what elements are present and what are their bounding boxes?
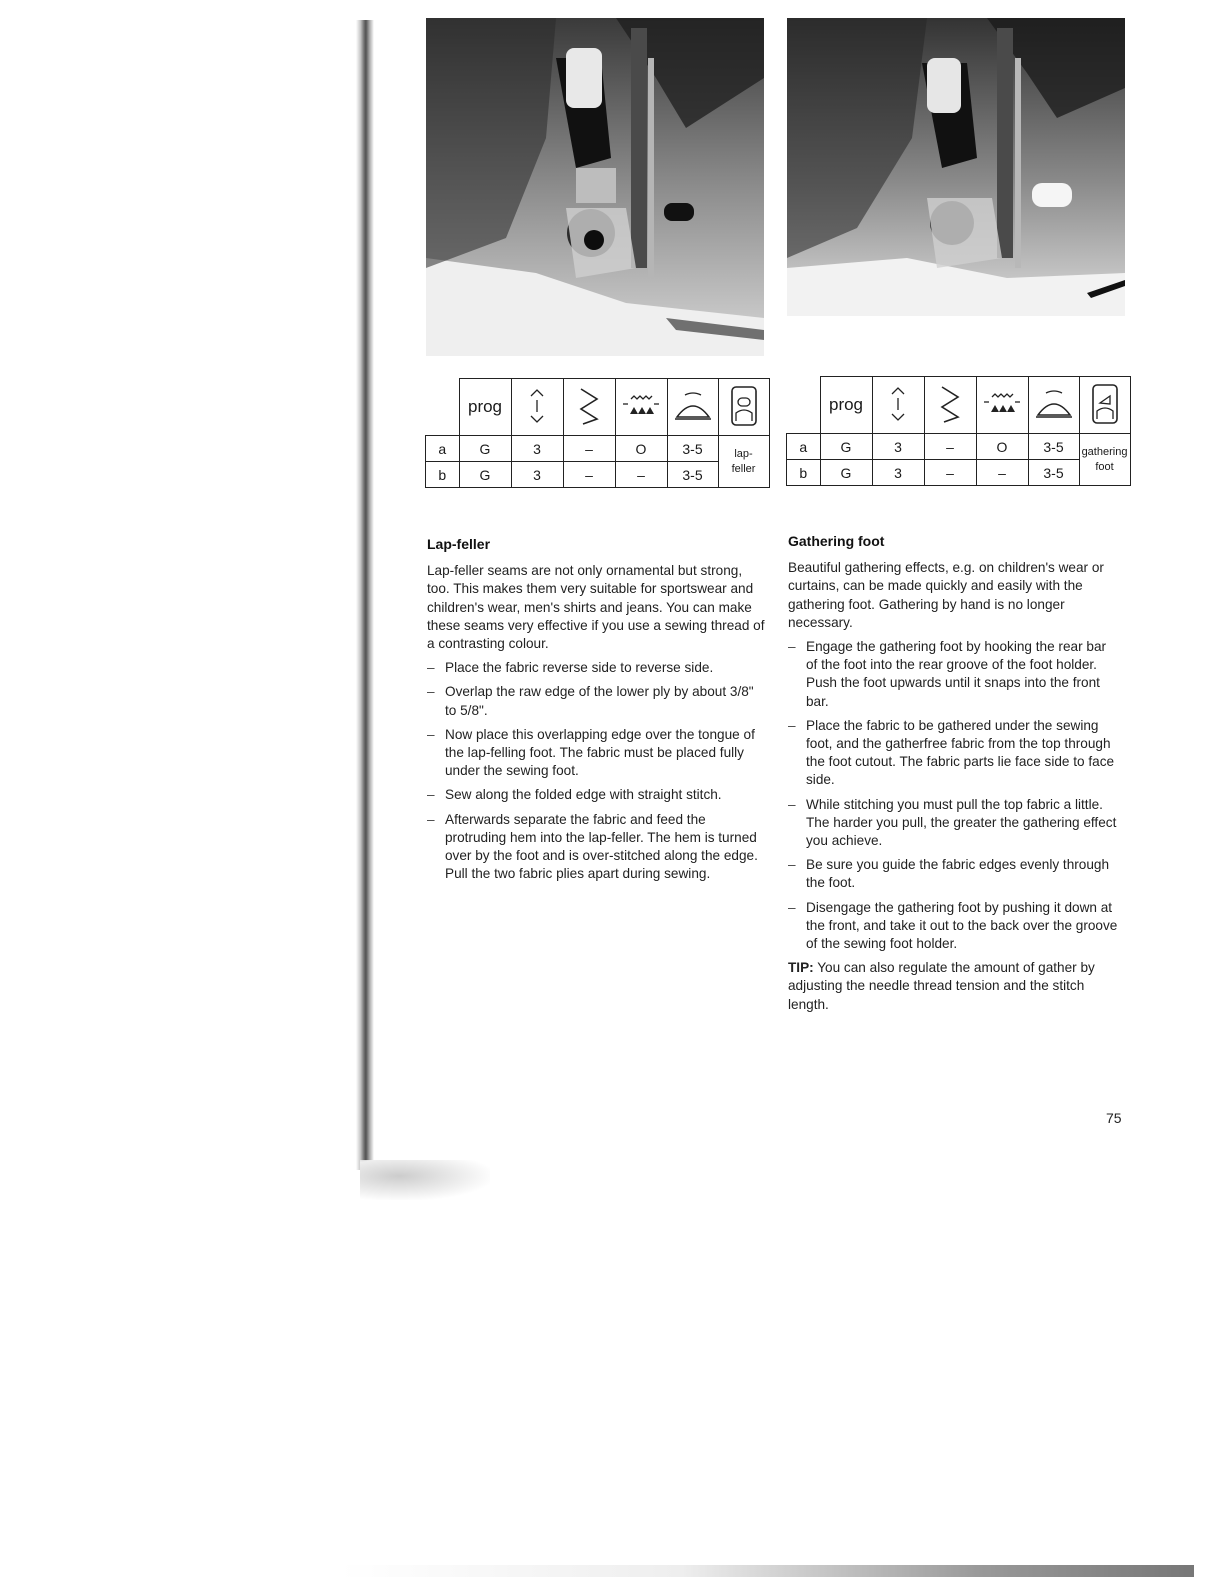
prog-value: G [459,462,511,488]
foot-label [1079,434,1130,486]
stitch-length-value: 3 [511,462,563,488]
stitch-width-value: – [924,460,976,486]
tip-label: TIP: [788,960,814,976]
list-item: – Now place this overlapping edge over the tongue of the lap-felling foot. The fabric must be placed fully under the sewing foot. [427,726,767,781]
presser-pressure-icon [667,379,718,436]
table-row [787,460,1131,486]
book-spine-shadow [356,20,374,1170]
scan-bottom-edge [340,1565,1194,1577]
list-item: – Place the fabric to be gathered under the sewing foot, and the gatherfree fabric from the top through the foot cutout. The fabric parts lie face side to face side. [788,717,1120,790]
row-id: b [787,460,821,486]
stitch-length-icon [872,377,924,434]
foot-label-line-1: gathering [1081,445,1128,458]
list-item: – Sew along the folded edge with straight stitch. [427,786,767,804]
gathering-foot-steps [788,638,1120,953]
stitch-length-icon [511,379,563,436]
foot-label-line-1: lap- [734,447,753,460]
foot-label-line-2: feller [731,462,756,475]
stitch-length-value: 3 [872,460,924,486]
thread-tension-value: – [615,462,667,488]
gathering-foot-heading: Gathering foot [788,533,885,549]
list-item: – Disengage the gathering foot by pushing it down at the front, and take it out to the back over the groove of the sewing foot holder. [788,899,1120,954]
thread-tension-value: O [976,434,1028,460]
stitch-width-value: – [924,434,976,460]
stitch-length-value: 3 [511,436,563,462]
lap-feller-photo [426,18,764,356]
thread-tension-icon [615,379,667,436]
row-id: a [787,434,821,460]
gathering-foot-settings-table [786,376,1131,486]
lap-feller-heading: Lap-feller [427,536,491,552]
gathering-foot-photo [787,18,1125,316]
list-item: – Engage the gathering foot by hooking the rear bar of the foot into the rear groove of the foot holder. Push the foot upwards until it snaps into the front bar. [788,638,1120,711]
prog-header: prog [820,377,872,434]
row-id: b [426,462,460,488]
foot-label [718,436,769,488]
lap-feller-foot-icon [718,379,769,436]
scan-smudge [360,1160,490,1200]
presser-pressure-icon [1028,377,1079,434]
tip-paragraph [788,959,1120,1014]
list-item: – Afterwards separate the fabric and feed the protruding hem into the lap-feller. The hem is turned over by the foot and is over-stitched along the edge. Pull the two fabric plies apart during sewing. [427,811,767,884]
page-number: 75 [1106,1110,1122,1126]
row-id: a [426,436,460,462]
stitch-width-icon [924,377,976,434]
prog-value: G [459,436,511,462]
list-item: – Be sure you guide the fabric edges evenly through the foot. [788,856,1120,892]
table-row [426,436,770,462]
presser-pressure-value: 3-5 [1028,460,1079,486]
prog-header: prog [459,379,511,436]
list-item: – Place the fabric reverse side to reverse side. [427,659,767,677]
lap-feller-settings-table [425,378,770,488]
gathering-foot-icon [1079,377,1130,434]
stitch-width-value: – [563,462,615,488]
prog-value: G [820,460,872,486]
lap-feller-section [427,535,767,889]
prog-value: G [820,434,872,460]
stitch-width-value: – [563,436,615,462]
list-item: – Overlap the raw edge of the lower ply by about 3/8" to 5/8". [427,683,767,719]
table-corner [787,377,821,434]
lap-feller-intro: Lap-feller seams are not only ornamental but strong, too. This makes them very suitable for sportswear and children's wear, men's shirts and jeans. You can make these seams very effective if you use a sewing thread of a contrasting colour. [427,563,765,652]
list-item: – While stitching you must pull the top fabric a little. The harder you pull, the greater the gathering effect you achieve. [788,796,1120,851]
gathering-foot-intro: Beautiful gathering effects, e.g. on children's wear or curtains, can be made quickly and easily with the gathering foot. Gathering by hand is no longer necessary. [788,560,1104,630]
table-corner [426,379,460,436]
table-row [787,434,1131,460]
tip-text: You can also regulate the amount of gather by adjusting the needle thread tension and the stitch length. [788,960,1095,1012]
gathering-foot-section [788,532,1120,1020]
presser-pressure-value: 3-5 [667,436,718,462]
stitch-width-icon [563,379,615,436]
thread-tension-value: O [615,436,667,462]
stitch-length-value: 3 [872,434,924,460]
presser-pressure-value: 3-5 [1028,434,1079,460]
presser-pressure-value: 3-5 [667,462,718,488]
foot-label-line-2: foot [1095,460,1114,473]
thread-tension-value: – [976,460,1028,486]
lap-feller-steps [427,659,767,883]
thread-tension-icon [976,377,1028,434]
table-row [426,462,770,488]
